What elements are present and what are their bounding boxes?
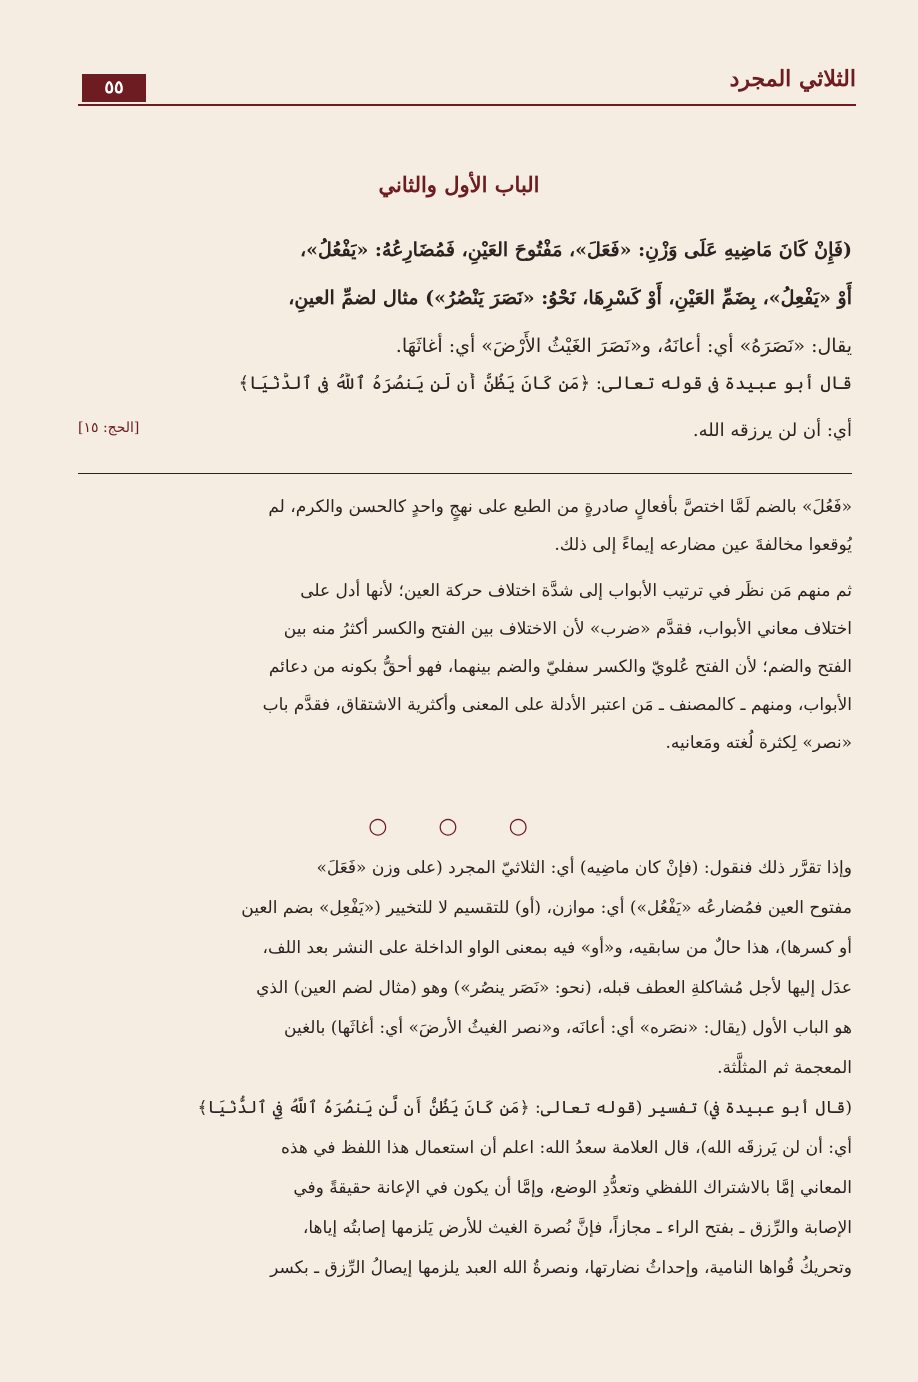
explanation-line: عدَل إليها لأجل مُشاكلةِ العطف قبله، (نحو: «نَصَر ينصُر») وهو (مثال لضم العين) الذي bbox=[256, 978, 852, 998]
matn-line: يقال: «نَصَرَهُ» أي: أعانَهُ، و«نَصَرَ الغَيْثُ الأَرْضَ» أي: أغاثَهَا. bbox=[395, 335, 852, 357]
quote-line: قال أبو عبيدة في قوله تعالى: ﴿مَن كَانَ يَظُنُّ أَن لَّن يَنصُرَهُ ٱللَّهُ فِي ٱلدُّنْيَا﴾ bbox=[238, 373, 852, 394]
commentary-line: الأبواب، ومنهم ـ كالمصنف ـ مَن اعتبر الأدلة على المعنى وأكثرية الاشتقاق، فقدَّم باب bbox=[262, 695, 852, 715]
commentary-paragraph bbox=[78, 488, 852, 564]
explanation-line: أو كسرها)، هذا حالٌ من سابقيه، و«أو» فيه بمعنى الواو الداخلة على النشر بعد اللف، bbox=[262, 938, 852, 958]
commentary-line: «نصر» لِكثرة لُغته ومَعانيه. bbox=[665, 733, 852, 753]
chapter-title: الباب الأول والثاني bbox=[378, 172, 540, 197]
commentary-line: اختلاف معاني الأبواب، فقدَّم «ضرب» لأن الاختلاف بين الفتح والكسر أكثرُ منه بين bbox=[283, 619, 852, 639]
commentary-block bbox=[78, 488, 852, 770]
commentary-line: يُوقعوا مخالفةَ عين مضارعه إيماءً إلى ذلك. bbox=[554, 535, 852, 555]
explanation-line: وتحريكُ قُواها النامية، وإحداثُ نضارتها، ونصرةُ الله العبد يلزمها إيصالُ الرِّزق ـ بكسر bbox=[270, 1258, 852, 1278]
commentary-line: ثم منهم مَن نظَر في ترتيب الأبواب إلى شدَّة اختلاف حركة العين؛ لأنها أدل على bbox=[300, 581, 852, 601]
reference-line bbox=[78, 420, 852, 441]
footnote-divider bbox=[78, 473, 852, 474]
explanation-line: هو الباب الأول (يقال: «نصَره» أي: أعانَه، و«نصر الغيثُ الأرضَ» أي: أغاثَها) بالغين bbox=[284, 1018, 852, 1038]
explanation-line: الإصابة والرِّزق ـ بفتح الراء ـ مجازاً، فإنَّ نُصرة الغيث للأرض يَلزمها إصابتُه إياها، bbox=[302, 1218, 852, 1238]
reference-text: أي: أن لن يرزقه الله. bbox=[692, 420, 852, 441]
matn-text bbox=[78, 226, 852, 370]
page-number-badge: ٥٥ bbox=[82, 74, 146, 102]
section-ornament: ○ ○ ○ bbox=[368, 814, 550, 839]
explanation-line: مفتوح العين فمُضارعُه «يَفْعُل») أي: موازن، (أو) للتقسيم لا للتخيير («يَفْعِل» بضم العين bbox=[241, 898, 852, 918]
explanation-line: (قال أبو عبيدة في) تفسير (قوله تعالى: ﴿مَن كَانَ يَظُنُّ أَن لَّن يَنصُرَهُ ٱللَّهُ فِي ٱلدُّنْيَا﴾ bbox=[197, 1098, 852, 1118]
commentary-paragraph bbox=[78, 572, 852, 762]
running-title: الثلاثي المجرد bbox=[729, 66, 856, 92]
explanation-line: أي: أن لن يَرزقَه الله)، قال العلامة سعدُ الله: اعلم أن استعمال هذا اللفظ في هذه bbox=[281, 1138, 852, 1158]
explanation-line: المعجمة ثم المثلَّثة. bbox=[717, 1058, 852, 1078]
commentary-line: «فَعُلَ» بالضم لَمَّا اختصَّ بأفعالٍ صادرةٍ من الطبع على نهجٍ واحدٍ كالحسن والكرم، لم bbox=[268, 497, 852, 517]
explanation-line: المعاني إمَّا بالاشتراك اللفظي وتعدُّدِ الوضع، وإمَّا أن يكون في الإعانة حقيقةً وفي bbox=[293, 1178, 852, 1198]
explanation-block bbox=[78, 848, 852, 1288]
page-header bbox=[78, 64, 856, 106]
quran-citation: [الحج: ١٥] bbox=[78, 420, 140, 436]
explanation-line: وإذا تقرَّر ذلك فنقول: (فإنْ كان ماضِيه) أي: الثلاثيّ المجرد (على وزن «فَعَلَ» bbox=[316, 858, 852, 878]
matn-line: أَوْ «يَفْعِلُ»، بِضَمِّ العَيْنِ، أَوْ كَسْرِهَا، نَحْوُ: «نَصَرَ يَنْصُرُ») مثال لضمِّ العينِ، bbox=[288, 287, 852, 309]
commentary-line: الفتح والضم؛ لأن الفتح عُلويّ والكسر سفليّ والضم بينهما، فهو أحقُّ بكونه من دعائم bbox=[268, 657, 852, 677]
matn-line: (فَإِنْ كَانَ مَاضِيهِ عَلَى وَزْنِ: «فَعَلَ»، مَفْتُوحَ العَيْنِ، فَمُضَارِعُهُ: «يَفْعُلُ»، bbox=[299, 239, 852, 261]
